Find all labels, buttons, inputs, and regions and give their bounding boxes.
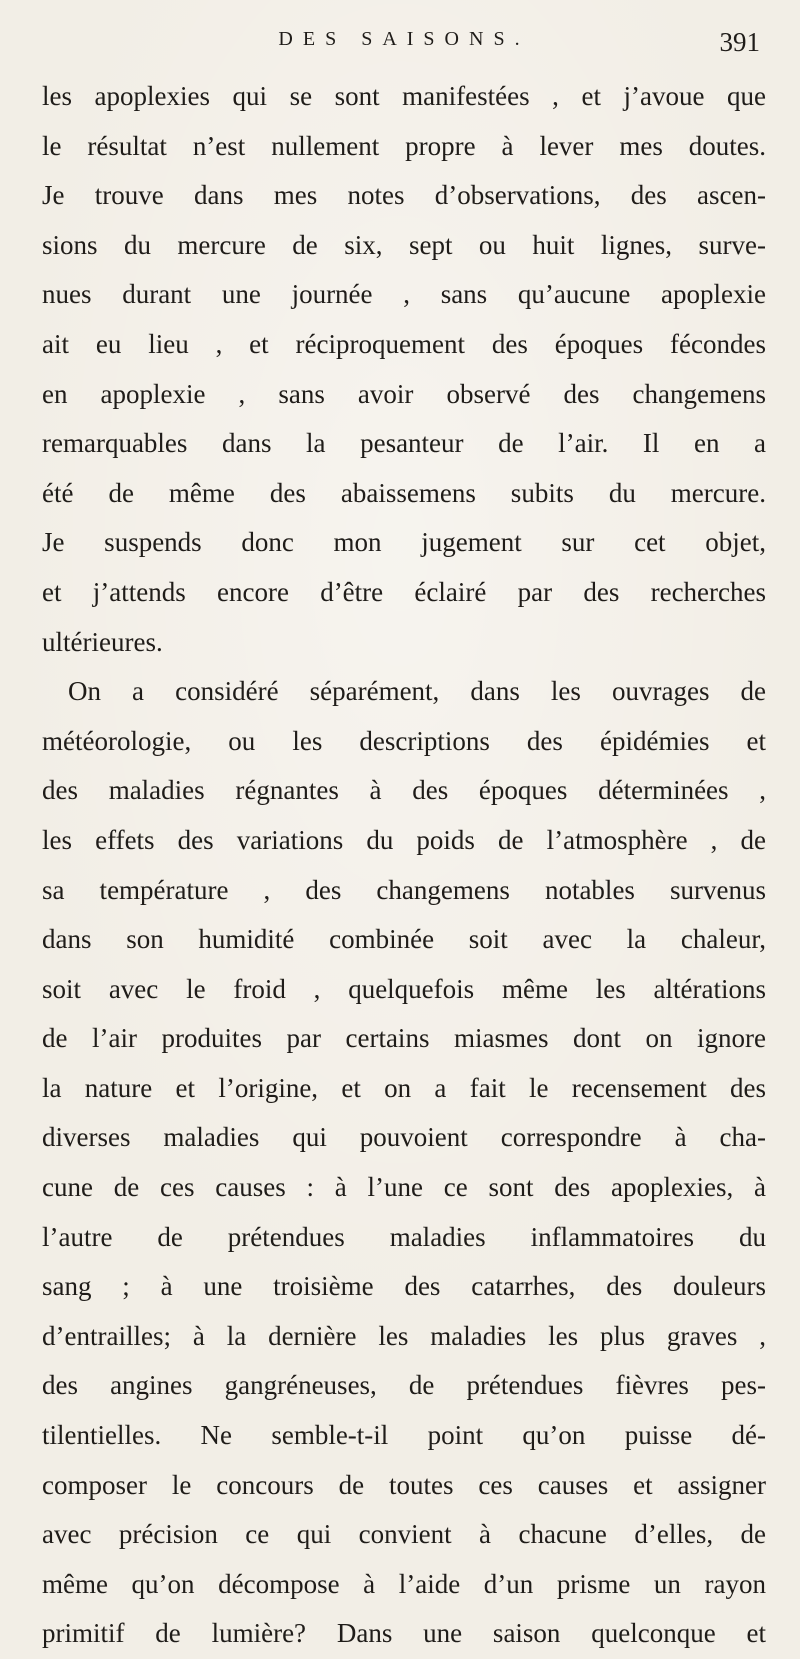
text-line: été de même des abaissemens subits du mercure. [42,477,766,508]
text-line: remarquables dans la pesanteur de l’air. Il en a [42,428,766,459]
text-line: le résultat n’est nullement propre à lever mes doutes. [42,130,766,161]
text-line: les effets des variations du poids de l’atmosphère , de [42,824,766,855]
text-line: même qu’on décompose à l’aide d’un prisme un rayon [42,1568,766,1599]
text-line: composer le concours de toutes ces causes et assigner [42,1469,766,1500]
text-line: primitif de lumière? Dans une saison quelconque et [42,1618,766,1649]
text-line: dans son humidité combinée soit avec la chaleur, [42,924,766,955]
text-line: Je suspends donc mon jugement sur cet objet, [42,527,766,558]
text-line: et j’attends encore d’être éclairé par des recherches [42,576,766,607]
text-line: en apoplexie , sans avoir observé des changemens [42,378,766,409]
text-line: météorologie, ou les descriptions des épidémies et [42,725,766,756]
text-line: des maladies régnantes à des époques déterminées , [42,775,766,806]
text-line: nues durant une journée , sans qu’aucune apoplexie [42,279,766,310]
text-line: Je trouve dans mes notes d’observations, des ascen- [42,180,766,211]
text-line: sang ; à une troisième des catarrhes, des douleurs [42,1271,766,1302]
text-line: sions du mercure de six, sept ou huit lignes, surve- [42,229,766,260]
text-line: de l’air produites par certains miasmes dont on ignore [42,1023,766,1054]
text-line: tilentielles. Ne semble-t-il point qu’on puisse dé- [42,1420,766,1451]
paragraph-2 [42,667,766,1659]
page-number: 391 [719,27,760,57]
text-line: les apoplexies qui se sont manifestées , et j’avoue que [42,81,766,111]
text-line: d’entrailles; à la dernière les maladies les plus graves , [42,1320,766,1351]
text-line: avec précision ce qui convient à chacune d’elles, de [42,1519,766,1550]
page-header [42,0,766,72]
text-line: On a considéré séparément, dans les ouvrages de [68,676,766,707]
text-line: la nature et l’origine, et on a fait le recensement des [42,1072,766,1103]
text-line: cune de ces causes : à l’une ce sont des apoplexies, à [42,1172,766,1203]
body-text [42,72,766,1659]
paragraph-1 [42,72,766,667]
text-line: ait eu lieu , et réciproquement des époques fécondes [42,328,766,359]
text-line: ultérieures. [42,626,163,657]
text-line: l’autre de prétendues maladies inflammatoires du [42,1221,766,1252]
text-line: des angines gangréneuses, de prétendues fièvres pes- [42,1370,766,1401]
text-line: soit avec le froid , quelquefois même les altérations [42,973,766,1004]
running-head: DES SAISONS. [278,28,530,50]
text-line: diverses maladies qui pouvoient correspondre à cha- [42,1122,766,1153]
text-line: sa température , des changemens notables survenus [42,874,766,905]
